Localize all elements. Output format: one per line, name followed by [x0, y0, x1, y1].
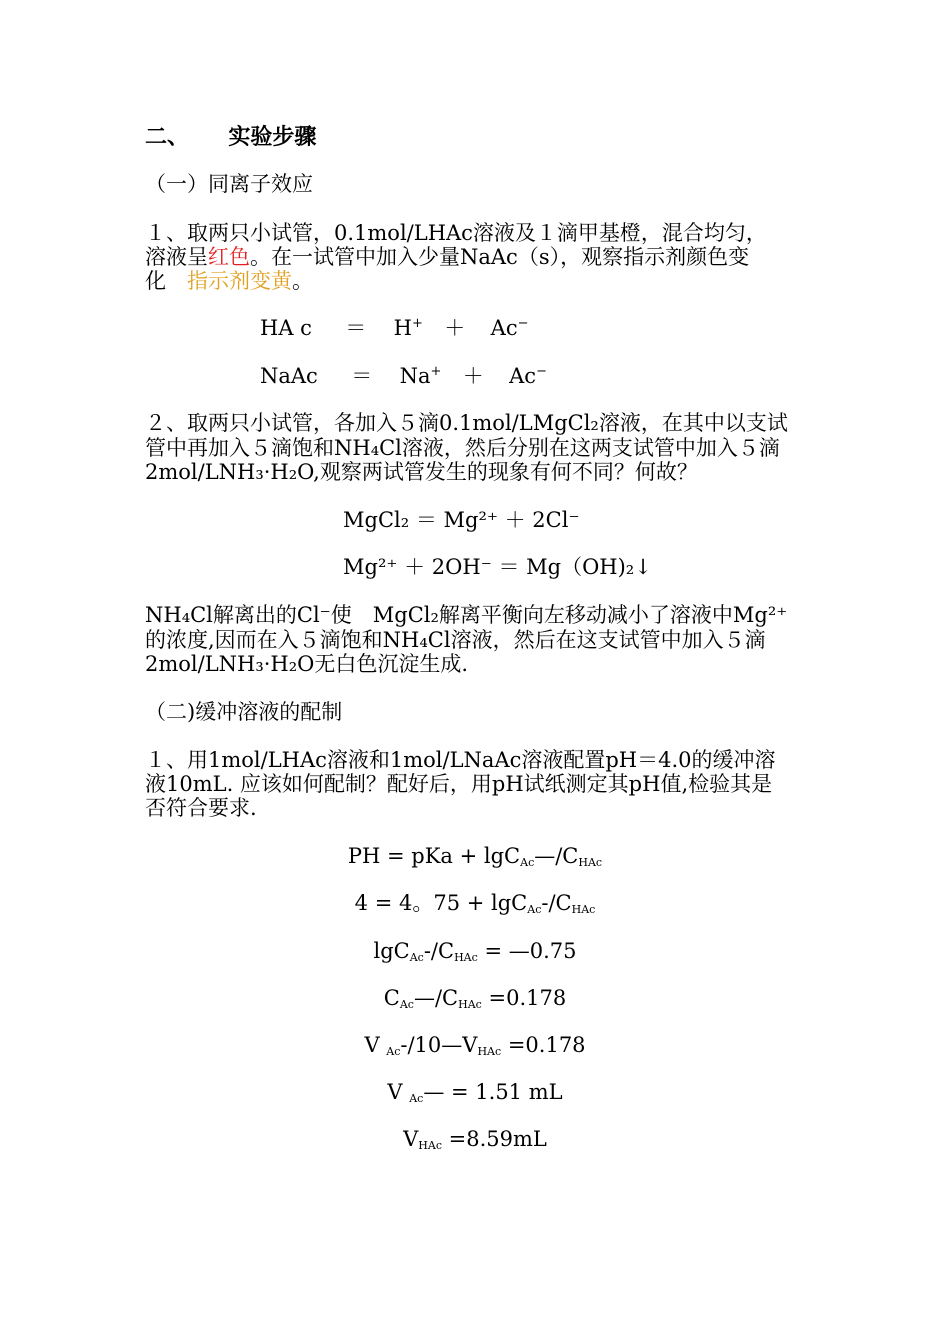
- calc-line-2: [0, 893, 950, 914]
- calc-subscript: HAc: [458, 998, 482, 1011]
- calc-text: C: [383, 986, 400, 1010]
- calc-text: =0.178: [501, 1033, 586, 1057]
- calc-line-1: [0, 846, 950, 867]
- step1-line3: [145, 271, 313, 292]
- equation-hac: [260, 318, 529, 339]
- eq-operator: ＝: [345, 316, 367, 340]
- step1-line3-after: 。: [292, 269, 313, 293]
- eq-operator: ＋: [462, 364, 484, 388]
- explanation-line3: 2mol/LNH₃·H₂O无白色沉淀生成.: [145, 652, 469, 676]
- equation-mg-oh: Mg²⁺ ＋ 2OH⁻ ＝ Mg（OH)₂↓: [343, 555, 652, 579]
- calc-line-4: [0, 988, 950, 1009]
- section-heading: [145, 126, 316, 148]
- section-number: 二、: [145, 124, 190, 150]
- calc-text: -/C: [541, 891, 572, 915]
- red-color-text: 红色: [208, 245, 250, 269]
- calc-text: 4 = 4。75 + lgC: [354, 891, 528, 915]
- calc-line-3: [0, 941, 950, 962]
- eq-term: Ac: [509, 364, 537, 388]
- calc-text: -/10—V: [400, 1033, 478, 1057]
- eq-superscript: −: [536, 364, 547, 379]
- calc-subscript: HAc: [571, 903, 596, 916]
- buffer-step1-line2: 液10mL. 应该如何配制？配好后，用pH试纸测定其pH值,检验其是: [145, 772, 773, 796]
- eq-term: H: [393, 316, 412, 340]
- calc-text: =8.59mL: [441, 1127, 547, 1151]
- calc-subscript: Ac: [386, 1045, 401, 1058]
- calc-text: —/C: [534, 844, 579, 868]
- calc-text: = —0.75: [477, 939, 577, 963]
- step1-line3-before: 化: [145, 269, 187, 293]
- equation-naac: [260, 366, 547, 387]
- step2-line1: ２、取两只小试管，各加入５滴0.1mol/LMgCl₂溶液，在其中以支试: [145, 411, 788, 435]
- eq-operator: ＋: [444, 316, 466, 340]
- calc-subscript: Ac: [520, 856, 535, 869]
- equation-mgcl2: MgCl₂ ＝ Mg²⁺ ＋ 2Cl⁻: [343, 508, 580, 532]
- calc-text: V: [364, 1033, 387, 1057]
- calc-text: -/C: [423, 939, 455, 963]
- step2-line3: 2mol/LNH₃·H₂O,观察两试管发生的现象有何不同？何故？: [145, 460, 698, 484]
- calc-line-6: [0, 1082, 950, 1103]
- calc-text: PH = pKa + lgC: [347, 844, 521, 868]
- explanation-line2: 的浓度,因而在入５滴饱和NH₄Cl溶液，然后在这支试管中加入５滴: [145, 628, 766, 652]
- explanation-line1: NH₄Cl解离出的Cl⁻使 MgCl₂解离平衡向左移动减小了溶液中Mg²⁺: [145, 603, 788, 627]
- eq-superscript: +: [412, 316, 423, 331]
- calc-line-7: [0, 1129, 950, 1150]
- calc-text: lgC: [373, 939, 410, 963]
- calc-text: V: [403, 1127, 419, 1151]
- calc-subscript: HAc: [578, 856, 603, 869]
- calc-subscript: Ac: [399, 998, 414, 1011]
- part2-heading: （二)缓冲溶液的配制: [145, 700, 343, 724]
- calc-text: =0.178: [481, 986, 567, 1010]
- calc-subscript: HAc: [477, 1045, 502, 1058]
- calc-subscript: Ac: [409, 951, 424, 964]
- step2-line2: 管中再加入５滴饱和NH₄Cl溶液，然后分别在这两支试管中加入５滴: [145, 436, 780, 460]
- eq-term: Na: [399, 364, 431, 388]
- calc-text: — = 1.51 mL: [423, 1080, 563, 1104]
- eq-operator: ＝: [351, 364, 373, 388]
- calc-line-5: [0, 1035, 950, 1056]
- calc-subscript: Ac: [409, 1092, 424, 1105]
- calc-subscript: Ac: [527, 903, 542, 916]
- eq-term: Ac: [490, 316, 518, 340]
- eq-term: HA c: [260, 316, 312, 340]
- calc-subscript: HAc: [418, 1139, 442, 1152]
- step1-line2-before: 溶液呈: [145, 245, 208, 269]
- calc-text: —/C: [413, 986, 459, 1010]
- eq-superscript: +: [430, 364, 442, 379]
- buffer-step1-line1: １、用1mol/LHAc溶液和1mol/LNaAc溶液配置pH＝4.0的缓冲溶: [145, 748, 776, 772]
- step1-line1: １、取两只小试管，0.1mol/LHAc溶液及１滴甲基橙，混合均匀，: [145, 221, 767, 245]
- eq-term: NaAc: [260, 364, 318, 388]
- section-title: 实验步骤: [228, 124, 317, 150]
- part1-heading: （一）同离子效应: [145, 172, 313, 196]
- calc-text: V: [387, 1080, 410, 1104]
- step1-line2: [145, 247, 749, 268]
- step1-line2-after: 。在一试管中加入少量NaAc（s），观察指示剂颜色变: [250, 245, 750, 269]
- buffer-step1-line3: 否符合要求.: [145, 796, 257, 820]
- eq-superscript: −: [517, 316, 529, 331]
- calc-subscript: HAc: [454, 951, 478, 964]
- indicator-yellow-text: 指示剂变黄: [187, 269, 292, 293]
